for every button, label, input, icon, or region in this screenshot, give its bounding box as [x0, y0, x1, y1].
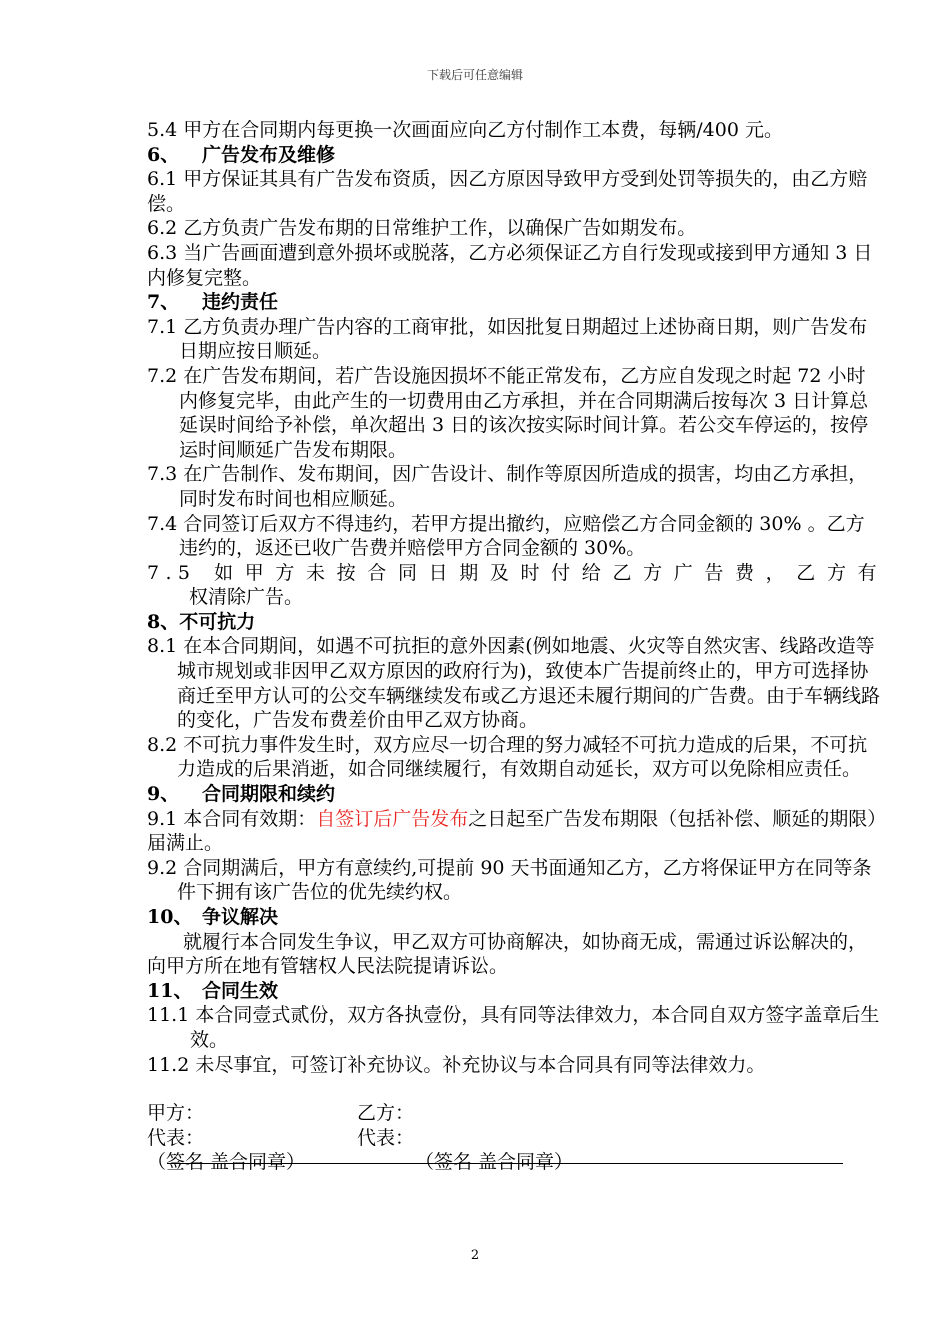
- clause-7-5: [147, 561, 883, 586]
- section-title: 违约责任: [202, 291, 279, 314]
- signature-rep-row: [147, 1126, 883, 1151]
- clause-11-1: 11.1 本合同壹式贰份，双方各执壹份，具有同等法律效力，本合同自双方签字盖章后生效。: [147, 1004, 880, 1051]
- section-7-heading: [147, 290, 883, 315]
- clause-8-1: 8.1 在本合同期间，如遇不可抗拒的意外因素(例如地震、火灾等自然灾害、线路改造等城市规划或非因甲乙双方原因的政府行为)，致使本广告提前终止的，甲方可选择协商迁至甲方认可的公交车辆继续发布或乙方退还未履行期间的广告费。由于车辆线路的变化，广告发布费差价由甲乙双方协商。: [147, 635, 881, 732]
- section-title: 合同期限和续约: [202, 783, 336, 806]
- section-number: 6、: [147, 143, 180, 166]
- rep-a-label: 代表：: [147, 1126, 205, 1149]
- clause-7-5-cont: 权清除广告。: [189, 586, 304, 609]
- clause-7-1: 7.1 乙方负责办理广告内容的工商审批，如因批复日期超过上述协商日期，则广告发布日期应按日顺延。: [147, 315, 868, 363]
- section-number: 7、: [147, 291, 180, 314]
- clause-11-2: 11.2 未尽事宜，可签订补充协议。补充协议与本合同具有同等法律效力。: [147, 1053, 766, 1076]
- clause-7-3: 7.3 在广告制作、发布期间，因广告设计、制作等原因所造成的损害，均由乙方承担，同时发布时间也相应顺延。: [147, 463, 868, 510]
- sign-b-label: （签名 盖合同章）: [415, 1151, 574, 1174]
- clause-9-1-suffix: 之日起至广告发布期限（包括补偿、顺延的期限）届满止。: [147, 807, 877, 855]
- section-9-heading: [147, 782, 883, 807]
- clause-6-1: 6.1 甲方保证其具有广告发布资质，因乙方原因导致甲方受到处罚等损失的，由乙方赔偿。: [147, 168, 868, 215]
- clause-9-2: 9.2 合同期满后，甲方有意续约,可提前 90 天书面通知乙方，乙方将保证甲方在同等条件下拥有该广告位的优先续约权。: [147, 856, 872, 904]
- page-number: 2: [470, 1248, 480, 1263]
- section-number: 11、: [147, 979, 193, 1002]
- spacer: [147, 1077, 883, 1101]
- clause-9-1: [147, 807, 883, 856]
- signature-party-row: [147, 1101, 883, 1126]
- party-b-label: 乙方：: [357, 1102, 415, 1125]
- clause-10: 就履行本合同发生争议，甲乙双方可协商解决，如协商无成，需通过诉讼解决的，向甲方所在地有管辖权人民法院提请诉讼。: [147, 930, 868, 978]
- section-title: 争议解决: [202, 906, 279, 928]
- section-6-heading: [147, 143, 883, 168]
- sign-a-label: （签名 盖合同章）: [147, 1151, 306, 1174]
- section-title: 广告发布及维修: [202, 143, 336, 166]
- section-10-heading: [147, 905, 883, 930]
- clause-6-3: 6.3 当广告画面遭到意外损坏或脱落，乙方必须保证乙方自行发现或接到甲方通知 3 日内修复完整。: [147, 241, 873, 289]
- clause-9-1-highlight: 自签订后广告发布: [316, 807, 469, 830]
- clause-5-4: 5.4 甲方在合同期内每更换一次画面应向乙方付制作工本费，每辆/400 元。: [147, 119, 783, 141]
- page-header: 下载后可任意编辑: [426, 68, 523, 82]
- section-11-heading: [147, 979, 883, 1004]
- section-title: 合同生效: [202, 979, 279, 1002]
- rep-b-label: 代表：: [357, 1126, 415, 1149]
- clause-7-2: 7.2 在广告发布期间，若广告设施因损坏不能正常发布，乙方应自发现之时起 72 小时内修复完毕，由此产生的一切费用由乙方承担，并在合同期满后按每次 3 日计算总延误时间给予补偿，单次超出 3 日的该次按实际时间计算。若公交车停运的，按停运时间顺延广告发布期限。: [147, 364, 869, 461]
- party-a-label: 甲方：: [147, 1102, 205, 1125]
- clause-8-2: 8.2 不可抗力事件发生时，双方应尽一切合理的努力减轻不可抗力造成的后果，不可抗力造成的后果消逝，如合同继续履行，有效期自动延长，双方可以免除相应责任。: [147, 733, 868, 781]
- clause-6-2: 6.2 乙方负责广告发布期的日常维护工作，以确保广告如期发布。: [147, 217, 697, 240]
- document-body: [147, 118, 883, 1176]
- section-number: 10、: [147, 906, 193, 928]
- clause-7-5-line1: 7.5 如甲方未按合同日期及时付给乙方广告费，乙方有: [147, 561, 883, 584]
- section-8-heading: 8、不可抗力: [147, 610, 256, 633]
- section-number: 9、: [147, 783, 180, 806]
- clause-9-1-prefix: 9.1 本合同有效期：: [147, 807, 317, 830]
- clause-7-4: 7.4 合同签订后双方不得违约，若甲方提出撤约，应赔偿乙方合同金额的 30% 。乙方违约的，返还已收广告费并赔偿甲方合同金额的 30%。: [147, 512, 865, 560]
- signature-line-row: [147, 1150, 883, 1176]
